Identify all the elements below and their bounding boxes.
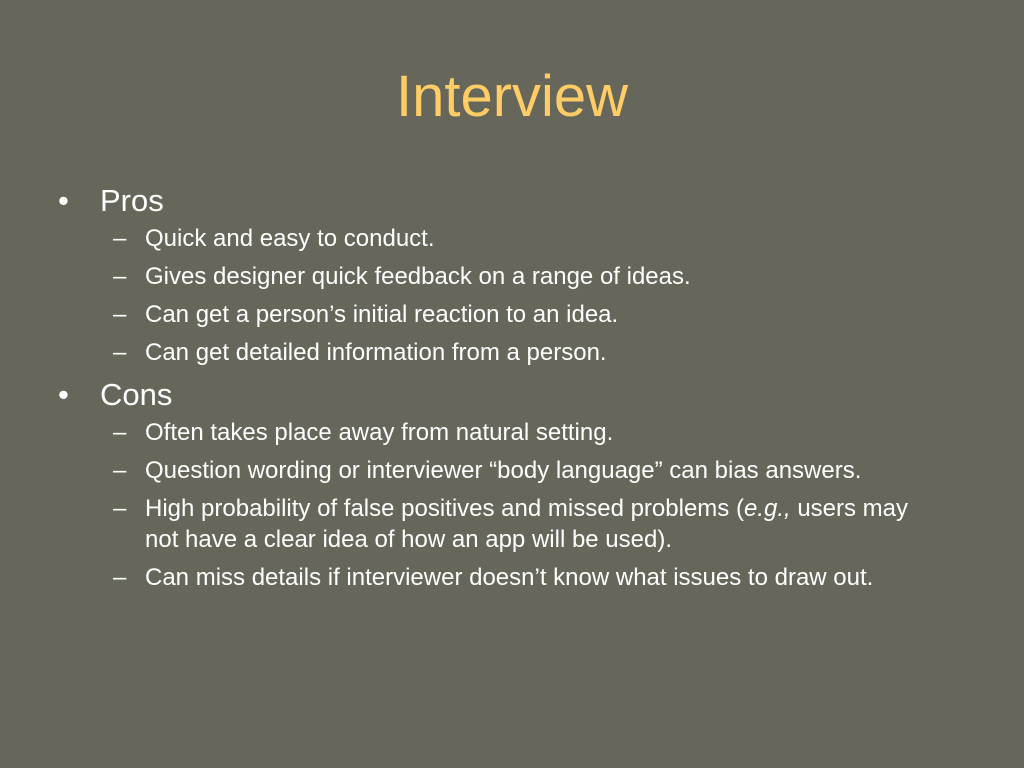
list-item-text: Can get detailed information from a person. xyxy=(145,339,607,366)
list-item-text: Often takes place away from natural setting. xyxy=(145,419,614,446)
list-item-text: Question wording or interviewer “body language” can bias answers. xyxy=(145,457,862,484)
list-item-text: Can get a person’s initial reaction to an idea. xyxy=(145,301,619,328)
bullet-icon: • xyxy=(58,377,69,412)
dash-icon: – xyxy=(113,225,127,252)
dash-icon: – xyxy=(113,263,127,290)
list-item-text-after: users may not have a clear idea of how an app will be used). xyxy=(145,495,909,553)
cons-heading: Cons xyxy=(100,377,173,412)
pros-heading: Pros xyxy=(100,183,164,218)
list-item xyxy=(58,337,925,368)
slide-content xyxy=(58,181,958,593)
list-item xyxy=(58,455,925,486)
list-item-text-before: High probability of false positives and missed problems ( xyxy=(145,495,744,522)
list-item xyxy=(58,562,925,593)
cons-section xyxy=(58,375,958,593)
list-item xyxy=(58,417,925,448)
pros-section xyxy=(58,181,958,368)
pros-list xyxy=(58,223,958,368)
list-item xyxy=(58,223,925,254)
slide-title: Interview xyxy=(395,64,629,129)
emphasis-text: e.g., xyxy=(743,495,791,522)
dash-icon: – xyxy=(113,457,127,484)
cons-list xyxy=(58,417,958,593)
pros-heading-item xyxy=(58,181,958,221)
list-item-text xyxy=(145,495,908,553)
dash-icon: – xyxy=(113,495,127,522)
list-item-text: Quick and easy to conduct. xyxy=(145,225,435,252)
dash-icon: – xyxy=(113,301,127,328)
bullet-icon: • xyxy=(58,183,69,218)
list-item-text: Gives designer quick feedback on a range of ideas. xyxy=(145,263,691,290)
dash-icon: – xyxy=(113,564,127,591)
dash-icon: – xyxy=(113,339,127,366)
cons-heading-item xyxy=(58,375,958,415)
dash-icon: – xyxy=(113,419,127,446)
list-item xyxy=(58,493,925,555)
list-item-text: Can miss details if interviewer doesn’t know what issues to draw out. xyxy=(145,564,874,591)
list-item xyxy=(58,261,925,292)
list-item xyxy=(58,299,925,330)
